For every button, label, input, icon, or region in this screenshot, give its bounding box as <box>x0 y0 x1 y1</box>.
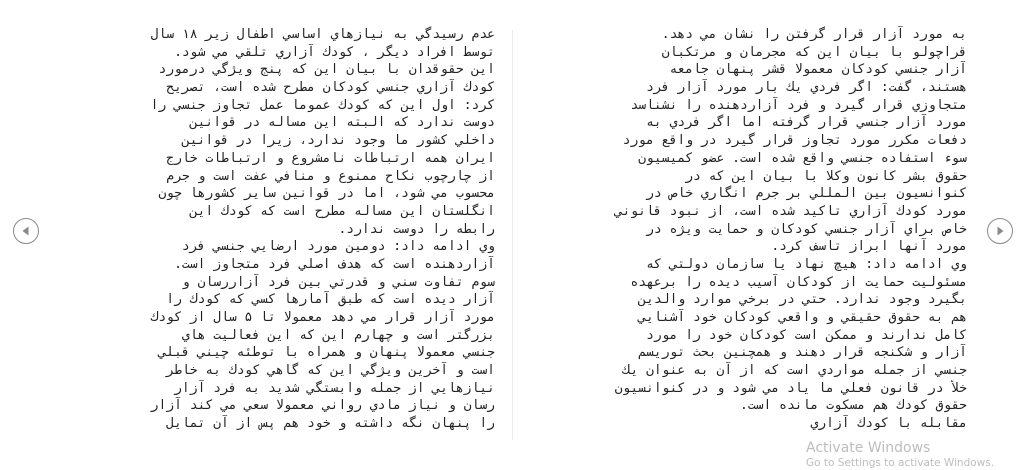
prev-page-button[interactable] <box>13 218 39 244</box>
text-line: بزرگتر است و چهارم اين كه اين فعاليت هاي <box>181 327 495 343</box>
text-line: رابطه را دوست ندارد. <box>338 221 495 237</box>
text-line: حقوق بشر كانون وكلا با بيان اين كه در <box>685 168 967 184</box>
text-line: وي ادامه داد: دومين مورد ارضايي جنسي فرد <box>181 239 495 255</box>
text-line: محسوب مي شود، اما در قوانين ساير كشورها چون <box>158 186 495 202</box>
text-line: آزار و شكنجه قرار دهند و همچنين بحث توريسم <box>638 345 967 361</box>
text-line: سوء استفاده جنسي واقع شده است. عضو كميسيون <box>638 150 967 166</box>
text-line: جنسي از جمله مواردي است كه از آن به عنوان يك <box>622 363 967 379</box>
text-line: مسئوليت حمايت از كودكان آسيب ديده را برعهده <box>630 274 967 290</box>
text-line: مقابله با كودك آزاري <box>810 416 967 432</box>
text-line: داخلي كشور ما وجود ندارد، زيرا در قوانين <box>181 133 495 149</box>
text-line: آزاردهنده است كه هدف اصلي فرد متجاوز است. <box>174 256 495 272</box>
chevron-left-icon <box>20 225 32 237</box>
text-line: انگلستان اين مساله مطرح است كه كودك اين <box>189 203 495 219</box>
text-line: توسط افراد ديگر ، كودك آزاري تلقي مي شود. <box>174 44 495 60</box>
text-line: از چارچوب نكاح ممنوع و منافي عفت است و جرم <box>166 168 495 184</box>
text-line: جنسي معمولا پنهان و همراه با توطئه چيني قبلي <box>158 345 495 361</box>
windows-activation-watermark <box>806 440 994 470</box>
text-line: حقوق كودك هم مسكوت مانده است. <box>740 398 967 414</box>
chevron-right-icon <box>994 225 1006 237</box>
text-line: ايران همه ارتباطات نامشروع و ارتباطات خارج <box>166 150 495 166</box>
text-line: خلأ در قانون فعلي ما ياد مي شود و در كنوانسيون <box>614 380 967 396</box>
text-line: دفعات مكرر مورد تجاوز قرار گيرد در واقع مورد <box>622 133 967 149</box>
text-line: نيازهايي از جمله وابستگي شديد به فرد آزار <box>174 380 495 396</box>
watermark-subtitle: Go to Settings to activate Windows. <box>806 457 995 469</box>
text-line: بگيرد وجود ندارد. حتي در برخي موارد والدين <box>638 292 967 308</box>
text-line: وي ادامه داد: هيچ نهاد يا سازمان دولتي كه <box>646 256 967 272</box>
text-line: دوست ندارد كه البته اين مساله در قوانين <box>189 115 495 131</box>
next-page-button[interactable] <box>987 218 1013 244</box>
text-line: متجاوزي قرار گيرد و فرد آزاردهنده را نشناسد <box>630 97 967 113</box>
text-line: آزار ديده است كه طبق آمارها كسي كه كودك را <box>166 292 495 308</box>
text-line: قراچولو با بيان اين كه مجرمان و مرتكبان <box>661 44 967 60</box>
text-line: به مورد آزار قرار گرفتن را نشان مي دهد. <box>661 27 967 42</box>
text-line: مورد آزار قرار مي دهد معمولا تا ۵ سال از كودك <box>150 310 495 325</box>
text-line: را پنهان نگه داشته و خود هم پس از آن تمايل <box>166 416 495 432</box>
text-line: كودك آزاري جنسي كودكان مطرح شده است، تصريح <box>166 80 495 96</box>
text-line: مورد آنها ابراز تاسف كرد. <box>771 239 967 255</box>
text-line: سوم تفاوت سني و قدرتي بين فرد آزاررسان و <box>181 274 495 290</box>
text-line: كرد: اول اين كه كودك عموما عمل تجاوز جنسي را <box>150 97 495 113</box>
text-line: است و آخرين ويژگي اين كه گاهي كودك به خاطر <box>166 363 495 379</box>
text-line: مورد كودك آزاري تاكيد شده است، از نبود قانوني <box>614 203 967 219</box>
text-line: خاص براي آزار جنسي كودكان و حمايت ويژه در <box>646 221 967 237</box>
text-line: هم به حقوق حقيقي و واقعي كودكان خود آشنايي <box>638 310 967 325</box>
text-line: آزار جنسي كودكان معمولا قشر پنهان جامعه <box>669 62 967 78</box>
text-line: هستند، گفت: اگر فردي يك بار مورد آزار فرد <box>646 80 967 96</box>
text-line: عدم رسيدگي به نيازهاي اساسي اطفال زير ۱۸ سال <box>150 27 495 42</box>
text-line: اين حقوقدان با بيان اين كه پنج ويژگي درمورد <box>158 62 495 78</box>
text-line: رسان و نياز مادي رواني معمولا سعي مي كند آزار <box>150 398 495 414</box>
left-page <box>55 26 495 446</box>
page-divider <box>512 30 513 440</box>
right-page <box>527 26 967 446</box>
watermark-title: Activate Windows <box>806 440 931 456</box>
text-line: مورد آزار جنسي قرار گرفته اما اگر فردي به <box>646 115 967 131</box>
text-line: كنوانسيون بين المللي بر جرم انگاري خاص در <box>646 186 967 202</box>
text-line: كامل ندارند و ممكن است كودكان خود را مورد <box>646 327 967 343</box>
